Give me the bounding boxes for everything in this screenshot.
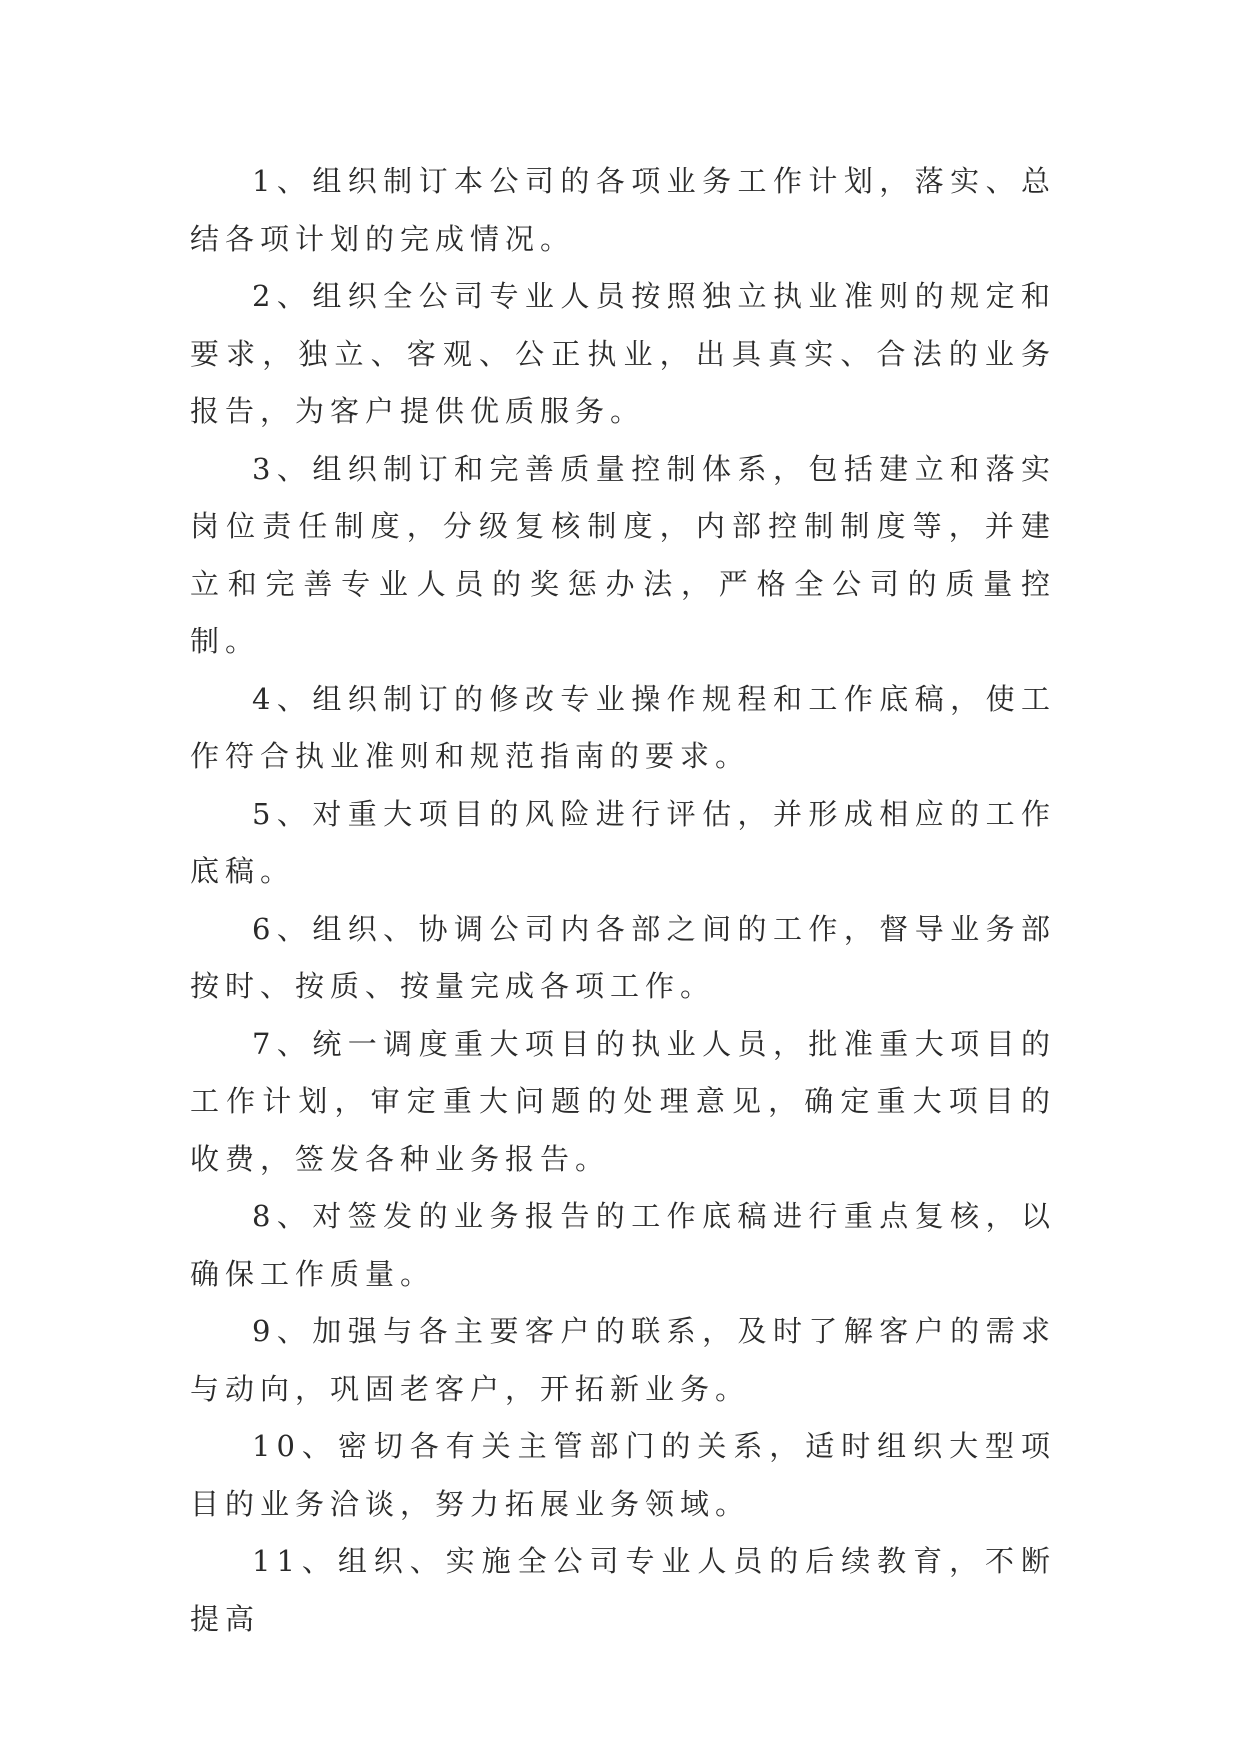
paragraph-4: 4、组织制订的修改专业操作规程和工作底稿，使工作符合执业准则和规范指南的要求。: [190, 681, 1056, 773]
paragraph-1: 1、组织制订本公司的各项业务工作计划，落实、总结各项计划的完成情况。: [190, 164, 1056, 256]
paragraph-3: 3、组织制订和完善质量控制体系，包括建立和落实岗位责任制度，分级复核制度，内部控制制度等，并建立和完善专业人员的奖惩办法，严格全公司的质量控制。: [190, 451, 1056, 658]
paragraph-8: 8、对签发的业务报告的工作底稿进行重点复核，以确保工作质量。: [190, 1199, 1056, 1291]
paragraph-9: 9、加强与各主要客户的联系，及时了解客户的需求与动向，巩固老客户，开拓新业务。: [190, 1314, 1056, 1406]
paragraph-2: 2、组织全公司专业人员按照独立执业准则的规定和要求，独立、客观、公正执业，出具真实、合法的业务报告，为客户提供优质服务。: [190, 279, 1056, 428]
paragraph-11: 11、组织、实施全公司专业人员的后续教育，不断提高: [190, 1544, 1056, 1636]
paragraph-5: 5、对重大项目的风险进行评估，并形成相应的工作底稿。: [190, 796, 1056, 888]
paragraph-6: 6、组织、协调公司内各部之间的工作，督导业务部按时、按质、按量完成各项工作。: [190, 911, 1056, 1003]
document-body: [190, 153, 1056, 1648]
paragraph-7: 7、统一调度重大项目的执业人员，批准重大项目的工作计划，审定重大问题的处理意见，确定重大项目的收费，签发各种业务报告。: [190, 1026, 1056, 1176]
paragraph-10: 10、密切各有关主管部门的关系，适时组织大型项目的业务洽谈，努力拓展业务领域。: [190, 1429, 1056, 1521]
